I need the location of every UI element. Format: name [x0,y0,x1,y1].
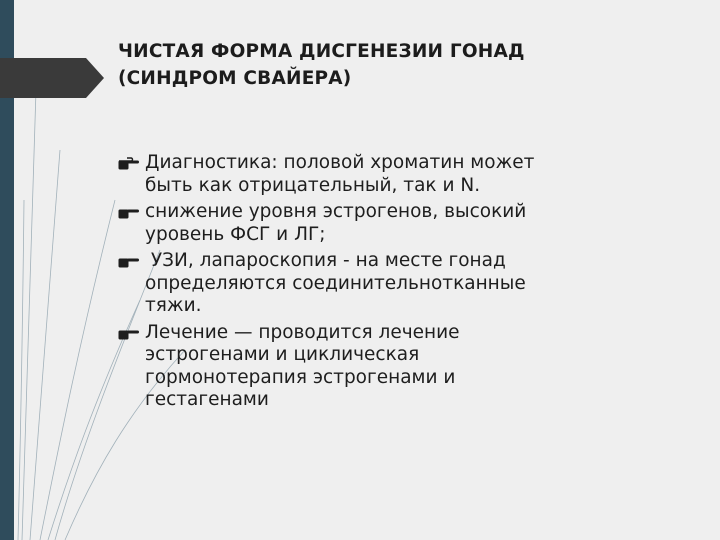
item-line: быть как отрицательный, так и N. [145,174,481,196]
title-marker-tab [0,58,86,98]
pointing-hand-icon [118,157,140,170]
item-line: снижение уровня эстрогенов, высокий [145,201,527,222]
bullet-list [118,152,638,416]
title-line: ЧИСТАЯ ФОРМА ДИСГЕНЕЗИИ ГОНАД [118,41,525,62]
list-item [118,152,638,197]
item-line: Диагностика: половой хроматин может [145,152,535,173]
item-line: гестагенами [145,389,269,410]
item-line: определяются соединительнотканные [145,272,526,294]
item-line: уровень ФСГ и ЛГ; [145,223,326,245]
list-item [118,322,638,412]
pointing-hand-icon [118,327,140,340]
pointing-hand-icon [118,255,140,268]
title-line: (СИНДРОМ СВАЙЕРА) [118,68,352,89]
item-line: Лечение — проводится лечение [145,321,460,343]
item-line: гормонотерапия эстрогенами и [145,366,456,388]
item-line: эстрогенами и циклическая [145,344,420,365]
slide-title [118,38,678,92]
item-line: УЗИ, лапароскопия - на месте гонад [145,250,506,271]
pointing-hand-icon [118,206,140,219]
list-item [118,201,638,246]
list-item [118,250,638,318]
item-line: тяжи. [145,295,202,316]
